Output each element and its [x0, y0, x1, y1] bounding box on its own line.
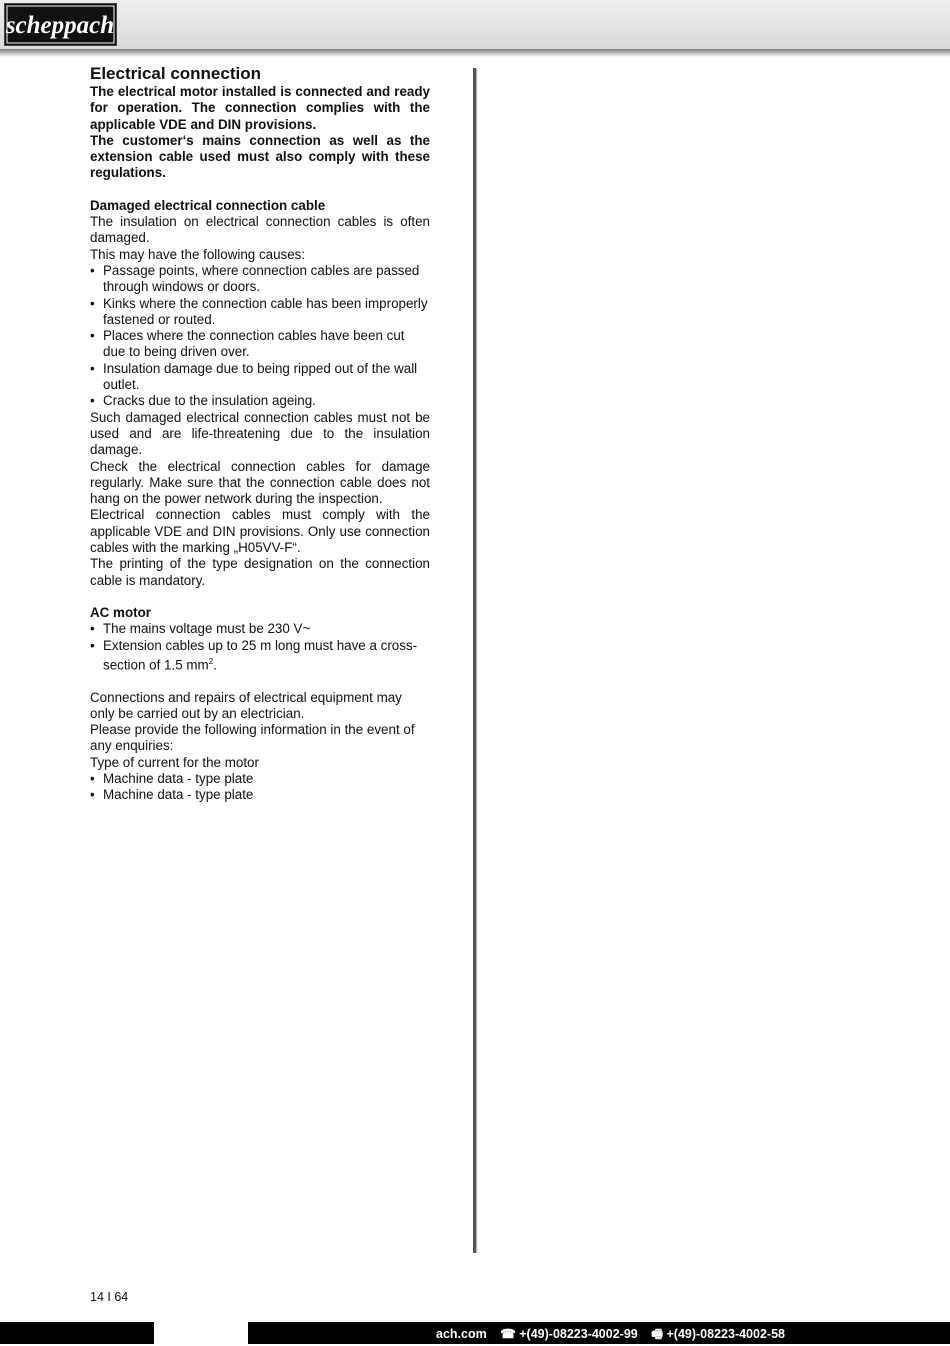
paragraph: The printing of the type designation on the connection cable is mandatory.: [90, 556, 430, 588]
paragraph: Connections and repairs of electrical equipment may only be carried out by an electrician.: [90, 689, 402, 721]
paragraph: Such damaged electrical connection cables must not be used and are life-threatening due to the insulation damage.: [90, 409, 430, 458]
paragraph: This may have the following causes:: [90, 246, 306, 262]
header-bar: [0, 0, 950, 50]
page-number: 14 I 64: [90, 1290, 129, 1304]
column-divider: [473, 68, 476, 1253]
main-column: [90, 64, 430, 804]
superscript: 2: [208, 656, 214, 666]
intro-paragraph: The electrical motor installed is connected and ready for operation. The connection complies with the applicable VDE and DIN provisions.: [90, 84, 430, 132]
list-item: • Cracks due to the insulation ageing.: [90, 393, 430, 409]
footer-fax: 🖷 +(49)-08223-4002-58: [651, 1327, 785, 1341]
footer-gap: [154, 1322, 248, 1344]
paragraph: Type of current for the motor: [90, 754, 259, 770]
list-item: • Insulation damage due to being ripped out of the wall outlet.: [90, 361, 430, 394]
paragraph: Check the electrical connection cables for damage regularly. Make sure that the connection cable does not hang on the power network during the inspection.: [90, 458, 430, 507]
footer-phone: ☎ +(49)-08223-4002-99: [500, 1327, 638, 1341]
ac-motor-list: [90, 621, 430, 673]
damaged-cable-heading: Damaged electrical connection cable: [90, 197, 326, 213]
header-shadow: [0, 49, 950, 57]
footer-website[interactable]: ach.com: [436, 1327, 487, 1341]
causes-list: [90, 263, 430, 410]
footer-contact: [436, 1325, 795, 1346]
svg-text:scheppach: scheppach: [5, 12, 115, 39]
list-item-end: .: [213, 657, 217, 673]
intro-paragraph: The customer‘s mains connection as well as the extension cable used must also comply with these regulations.: [90, 132, 430, 181]
section-title: Electrical connection: [90, 64, 261, 83]
paragraph: Please provide the following information in the event of any enquiries:: [90, 722, 415, 754]
paragraph: The insulation on electrical connection cables is often damaged.: [90, 214, 430, 246]
enquiry-list: [90, 771, 430, 804]
list-item: • The mains voltage must be 230 V~: [90, 621, 430, 637]
list-item: [90, 638, 430, 674]
ac-motor-heading: AC motor: [90, 604, 151, 620]
list-item: • Machine data - type plate: [90, 771, 430, 787]
paragraph: Electrical connection cables must comply with the applicable VDE and DIN provisions. Only use connection cables with the marking „H05VV-F“.: [90, 507, 430, 556]
scheppach-logo: [4, 3, 117, 46]
list-item: • Kinks where the connection cable has been improperly fastened or routed.: [90, 296, 430, 329]
list-item: • Passage points, where connection cables are passed through windows or doors.: [90, 263, 430, 296]
list-item: • Machine data - type plate: [90, 787, 430, 803]
list-item: • Places where the connection cables have been cut due to being driven over.: [90, 328, 430, 361]
list-item-text: Extension cables up to 25 m long must have a cross-section of 1.5 mm: [103, 637, 418, 673]
